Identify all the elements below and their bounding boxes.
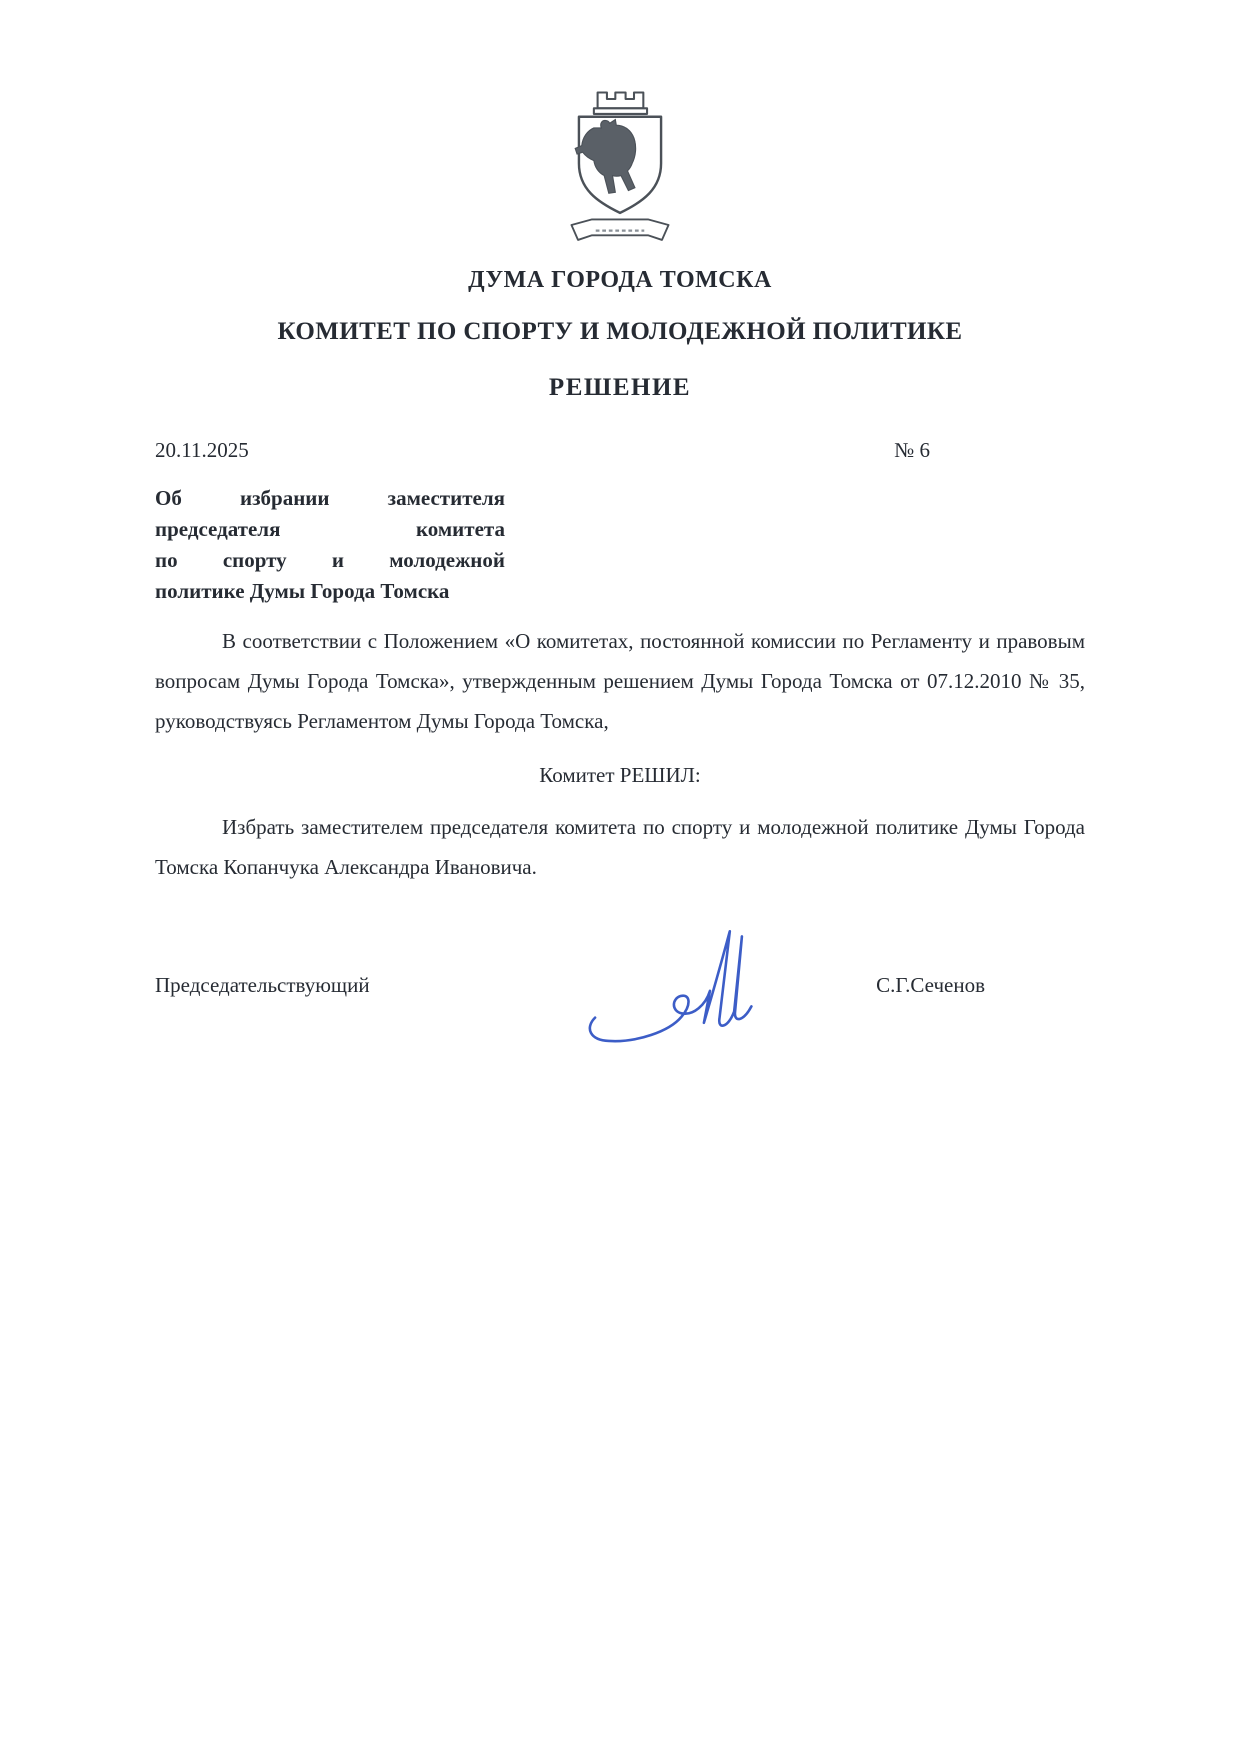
organization-title: ДУМА ГОРОДА ТОМСКА <box>468 267 772 293</box>
doc-type-title: РЕШЕНИЕ <box>548 374 692 401</box>
emblem-container <box>155 85 1085 253</box>
paragraph-legal-basis: В соответствии с Положением «О комитетах, постоянной комиссии по Регламенту и правовым вопросам Думы Города Томска», утвержденным решением Думы Города Томска от 07.12.2010 № 35, руководствуясь Регламентом Думы Города Томска, <box>155 629 1085 733</box>
subject-line: политике Думы Города Томска <box>155 579 450 603</box>
signer-title: Председательствующий <box>155 973 370 997</box>
meta-row <box>155 438 1085 463</box>
committee-title: КОМИТЕТ ПО СПОРТУ И МОЛОДЕЖНОЙ ПОЛИТИКЕ <box>277 318 963 345</box>
subject-line: председателя комитета <box>155 517 505 541</box>
subject-line: по спорту и молодежной <box>155 548 505 572</box>
paragraph-resolution: Избрать заместителем председателя комитета по спорту и молодежной политике Думы Города Томска Копанчука Александра Ивановича. <box>155 815 1085 879</box>
signer-name: С.Г.Сеченов <box>876 973 985 997</box>
subject-line: Об избрании заместителя <box>155 486 505 510</box>
doc-subject <box>155 483 505 607</box>
resolution-intro: Комитет РЕШИЛ: <box>539 763 701 787</box>
signature-row <box>155 973 1085 1033</box>
signature-icon <box>583 915 773 1065</box>
coat-of-arms-icon <box>545 85 695 253</box>
doc-number: № 6 <box>894 438 930 462</box>
doc-date: 20.11.2025 <box>155 438 249 462</box>
